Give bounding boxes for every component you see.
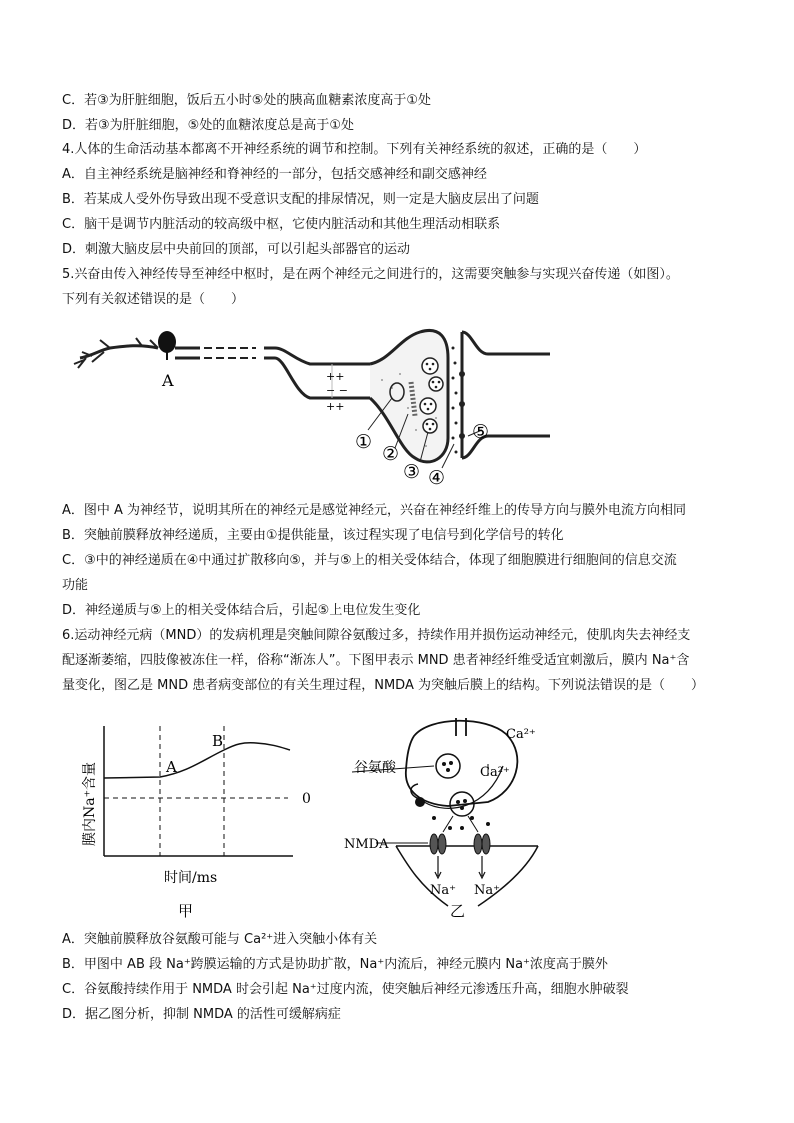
q5-option-b: B．突触前膜释放神经递质，主要由①提供能量，该过程实现了电信号到化学信号的转化 <box>62 528 564 543</box>
y-axis-label: 膜内Na⁺含量 <box>82 762 98 846</box>
zero-label: 0 <box>302 791 311 807</box>
label-plus-top: ++ <box>326 370 345 383</box>
q5-option-a: A．图中 A 为神经节，说明其所在的神经元是感觉神经元，兴奋在神经纤维上的传导方向与膜外电流方向相同 <box>62 503 687 518</box>
figure-jia-caption: 甲 <box>178 902 194 920</box>
point-b: B <box>212 732 224 750</box>
q6-option-a: A．突触前膜释放谷氨酸可能与 Ca²⁺进入突触小体有关 <box>62 932 378 947</box>
q4-option-b: B．若某成人受外伤导致出现不受意识支配的排尿情况，则一定是大脑皮层出了问题 <box>62 192 539 207</box>
q5-option-c-line1: C．③中的神经递质在④中通过扩散移向⑤，并与⑤上的相关受体结合，体现了细胞膜进行细胞间的信息交流 <box>62 553 677 568</box>
figure-jia-graph <box>78 716 328 926</box>
vesicle-1 <box>436 754 460 778</box>
label-5: ⑤ <box>472 421 490 443</box>
q3-option-c: C．若③为肝脏细胞，饭后五小时⑤处的胰高血糖素浓度高于①处 <box>62 93 432 108</box>
ganglion-body <box>158 331 176 353</box>
q3-option-d: D．若③为肝脏细胞，⑤处的血糖浓度总是高于①处 <box>62 118 354 133</box>
q5-stem-line2: 下列有关叙述错误的是（ ） <box>62 292 245 307</box>
label-2: ② <box>382 443 400 465</box>
figure-yi-diagram <box>338 716 568 926</box>
synapse-diagram <box>70 318 570 490</box>
nmda-label: NMDA <box>344 837 389 852</box>
label-plus-bottom: ++ <box>326 400 345 413</box>
q6-stem-line3: 量变化，图乙是 MND 患者病变部位的有关生理过程，NMDA 为突触后膜上的结构。下列说法错误的是（ ） <box>62 678 704 693</box>
label-3: ③ <box>403 461 421 483</box>
label-4: ④ <box>428 467 446 489</box>
q5-option-d: D．神经递质与⑤上的相关受体结合后，引起⑤上电位发生变化 <box>62 603 421 618</box>
label-minus: − − <box>326 384 348 397</box>
q4-option-c: C．脑干是调节内脏活动的较高级中枢，它使内脏活动和其他生理活动相联系 <box>62 217 501 232</box>
label-1: ① <box>355 431 373 453</box>
q6-option-b: B．甲图中 AB 段 Na⁺跨膜运输的方式是协助扩散，Na⁺内流后，神经元膜内 Na⁺浓度高于膜外 <box>62 957 608 972</box>
q6-stem-line1: 6.运动神经元病（MND）的发病机理是突触间隙谷氨酸过多，持续作用并损伤运动神经元，使肌肉失去神经支 <box>62 628 691 643</box>
q6-option-d: D．据乙图分析，抑制 NMDA 的活性可缓解病症 <box>62 1007 341 1022</box>
na-label-1: Na⁺ <box>430 883 456 898</box>
label-a: A <box>162 371 174 390</box>
glutamate-label: 谷氨酸 <box>354 760 396 776</box>
q4-option-d: D．刺激大脑皮层中央前回的顶部，可以引起头部器官的运动 <box>62 242 411 257</box>
figure-yi-caption: 乙 <box>450 902 466 920</box>
synaptic-cleft <box>452 347 458 454</box>
na-label-2: Na⁺ <box>474 883 500 898</box>
point-a: A <box>166 758 177 776</box>
q4-stem: 4.人体的生命活动基本都离不开神经系统的调节和控制。下列有关神经系统的叙述，正确的是（ ） <box>62 142 647 157</box>
q6-stem-line2: 配逐渐萎缩，四肢像被冻住一样，俗称“渐冻人”。下图甲表示 MND 患者神经纤维受适宜刺激后，膜内 Na⁺含 <box>62 653 690 668</box>
na-curve <box>104 743 290 778</box>
nmda-receptors <box>430 834 490 854</box>
q6-option-c: C．谷氨酸持续作用于 NMDA 时会引起 Na⁺过度内流，使突触后神经元渗透压升高，细胞水肿破裂 <box>62 982 629 997</box>
ca-mid-label: Ca²⁺ <box>480 765 510 780</box>
ca-channel <box>415 797 425 807</box>
q5-option-c-line2: 功能 <box>62 578 89 593</box>
q4-option-a: A．自主神经系统是脑神经和脊神经的一部分，包括交感神经和副交感神经 <box>62 167 487 182</box>
presynaptic-knob <box>406 721 518 806</box>
q5-stem-line1: 5.兴奋由传入神经传导至神经中枢时，是在两个神经元之间进行的，这需要突触参与实现兴奋传递（如图）。 <box>62 267 679 282</box>
ca-top-label: Ca²⁺ <box>506 727 536 742</box>
x-axis-label: 时间/ms <box>164 870 218 886</box>
